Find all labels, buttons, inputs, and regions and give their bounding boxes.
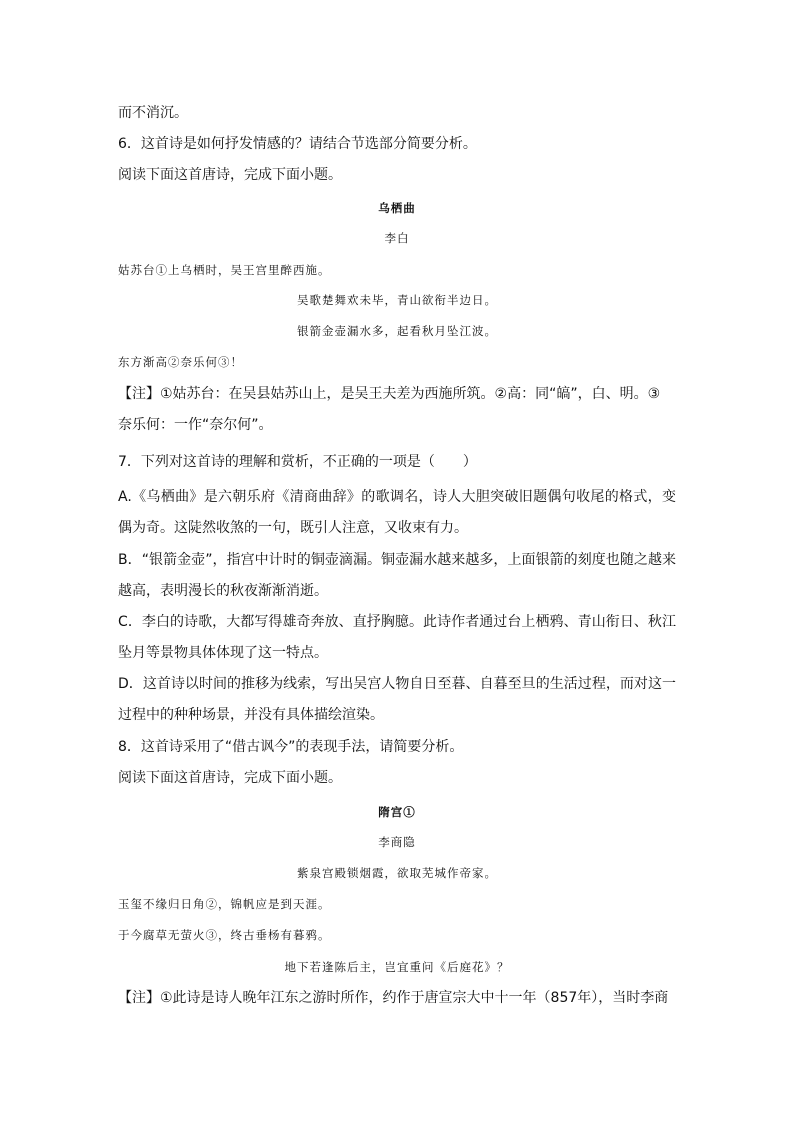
question-7: 7．下列对这首诗的理解和赏析，不正确的一项是（ ） bbox=[118, 454, 477, 470]
poem-line: 玉玺不缘归日角②，锦帆应是到天涯。 bbox=[118, 897, 331, 911]
poem-line: 于今腐草无萤火③，终古垂杨有暮鸦。 bbox=[118, 928, 331, 942]
option-d: D．这首诗以时间的推移为线索，写出吴宫人物自日至暮、自暮至旦的生活过程，而对这一过程中的种种场景，并没有具体描绘渲染。 bbox=[118, 676, 676, 723]
poem-line: 东方渐高②奈乐何③！ bbox=[118, 355, 243, 369]
question-6: 6．这首诗是如何抒发情感的？请结合节选部分简要分析。 bbox=[118, 136, 477, 152]
poem-note: 奈乐何：一作“奈尔何”。 bbox=[118, 417, 273, 433]
option-a: A.《乌栖曲》是六朝乐府《清商曲辞》的歌调名，诗人大胆突破旧题偶句收尾的格式，变偶为奇。这陡然收煞的一句，既引人注意，又收束有力。 bbox=[118, 489, 676, 536]
poem-note: 【注】①姑苏台：在吴县姑苏山上，是吴王夫差为西施所筑。②高：同“皜”，白、明。③ bbox=[118, 386, 661, 402]
text-line: 而不消沉。 bbox=[118, 105, 188, 121]
poem-author: 李白 bbox=[384, 231, 410, 245]
poem-author: 李商隐 bbox=[378, 835, 416, 849]
poem-line: 紫泉宫殿锁烟霞，欲取芜城作帝家。 bbox=[297, 866, 497, 880]
reading-instruction: 阅读下面这首唐诗，完成下面小题。 bbox=[118, 770, 342, 786]
poem-note: 【注】①此诗是诗人晚年江东之游时所作，约作于唐宣宗大中十一年（857年），当时李商 bbox=[118, 990, 669, 1006]
poem-line: 姑苏台①上乌栖时，吴王宫里醉西施。 bbox=[118, 263, 331, 277]
reading-instruction: 阅读下面这首唐诗，完成下面小题。 bbox=[118, 167, 342, 183]
option-c: C．李白的诗歌，大都写得雄奇奔放、直抒胸臆。此诗作者通过台上栖鸦、青山衔日、秋江坠月等景物具体体现了这一特点。 bbox=[118, 614, 676, 661]
poem-title: 乌栖曲 bbox=[378, 201, 416, 215]
poem-line: 吴歌楚舞欢未毕，青山欲衔半边日。 bbox=[297, 293, 497, 307]
option-b: B．“银箭金壶”，指宫中计时的铜壶滴漏。铜壶漏水越来越多，上面银箭的刻度也随之越来越高，表明漫长的秋夜渐渐消逝。 bbox=[118, 552, 676, 599]
question-8: 8．这首诗采用了“借古讽今”的表现手法，请简要分析。 bbox=[118, 739, 464, 755]
poem-title: 隋宫① bbox=[378, 805, 416, 819]
poem-line: 银箭金壶漏水多，起看秋月坠江波。 bbox=[297, 324, 497, 338]
poem-line: 地下若逢陈后主，岂宜重问《后庭花》？ bbox=[284, 960, 510, 974]
